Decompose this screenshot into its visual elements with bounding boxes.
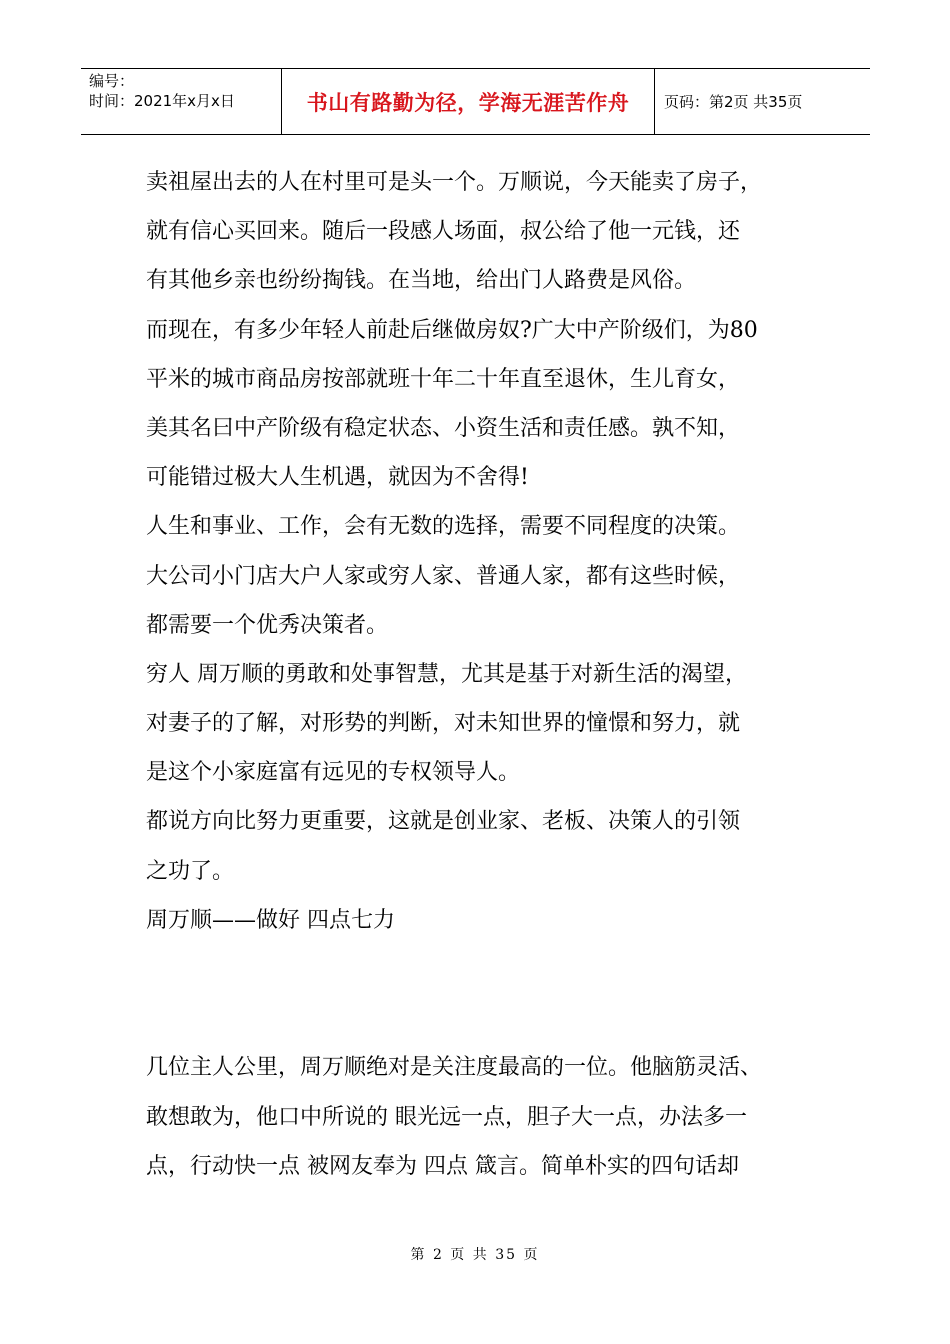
text-line: 美其名曰中产阶级有稳定状态、小资生活和责任感。孰不知， <box>146 415 741 441</box>
document-body <box>146 158 846 1191</box>
text-line: 平米的城市商品房按部就班十年二十年直至退休，生儿育女， <box>146 366 741 392</box>
text-line: 几位主人公里，周万顺绝对是关注度最高的一位。他脑筋灵活、 <box>146 1055 763 1081</box>
header-motto-cell <box>282 69 655 134</box>
text-line: 敢想敢为，他口中所说的 眼光远一点，胆子大一点，办法多一 <box>146 1104 747 1130</box>
text-line: 是这个小家庭富有远见的专权领导人。 <box>146 760 521 786</box>
number-label: 编号： <box>89 72 135 90</box>
section-heading: 周万顺——做好 四点七力 <box>146 907 395 933</box>
page-label: 页码：第2页 共35页 <box>664 93 803 111</box>
text-line: 人生和事业、工作，会有无数的选择，需要不同程度的决策。 <box>146 514 741 540</box>
motto-text: 书山有路勤为径，学海无涯苦作舟 <box>306 90 630 115</box>
text-line: 都说方向比努力更重要，这就是创业家、老板、决策人的引领 <box>146 809 741 835</box>
text-line: 点，行动快一点 被网友奉为 四点 箴言。简单朴实的四句话却 <box>146 1153 739 1179</box>
text-line: 穷人 周万顺的勇敢和处事智慧，尤其是基于对新生活的渴望， <box>146 661 747 687</box>
header-page-cell <box>655 69 870 134</box>
text-line: 对妻子的了解，对形势的判断，对未知世界的憧憬和努力，就 <box>146 711 741 737</box>
text-line: 可能错过极大人生机遇，就因为不舍得! <box>146 465 529 491</box>
blank-line <box>146 994 846 1043</box>
text-line: 就有信心买回来。随后一段感人场面，叔公给了他一元钱，还 <box>146 219 741 245</box>
header-meta-cell <box>81 69 282 134</box>
text-line: 大公司小门店大户人家或穷人家、普通人家，都有这些时候， <box>146 563 741 589</box>
text-line: 而现在，有多少年轻人前赴后继做房奴?广大中产阶级们，为80 <box>146 317 758 343</box>
text-line: 有其他乡亲也纷纷掏钱。在当地，给出门人路费是风俗。 <box>146 268 697 294</box>
page-footer: 第 2 页 共 35 页 <box>410 1247 540 1263</box>
date-label: 时间：2021年x月x日 <box>89 92 235 110</box>
document-header <box>81 68 870 135</box>
text-line: 卖祖屋出去的人在村里可是头一个。万顺说，今天能卖了房子， <box>146 170 763 195</box>
blank-line <box>146 945 846 994</box>
text-line: 都需要一个优秀决策者。 <box>146 612 389 638</box>
text-line: 之功了。 <box>146 858 235 884</box>
